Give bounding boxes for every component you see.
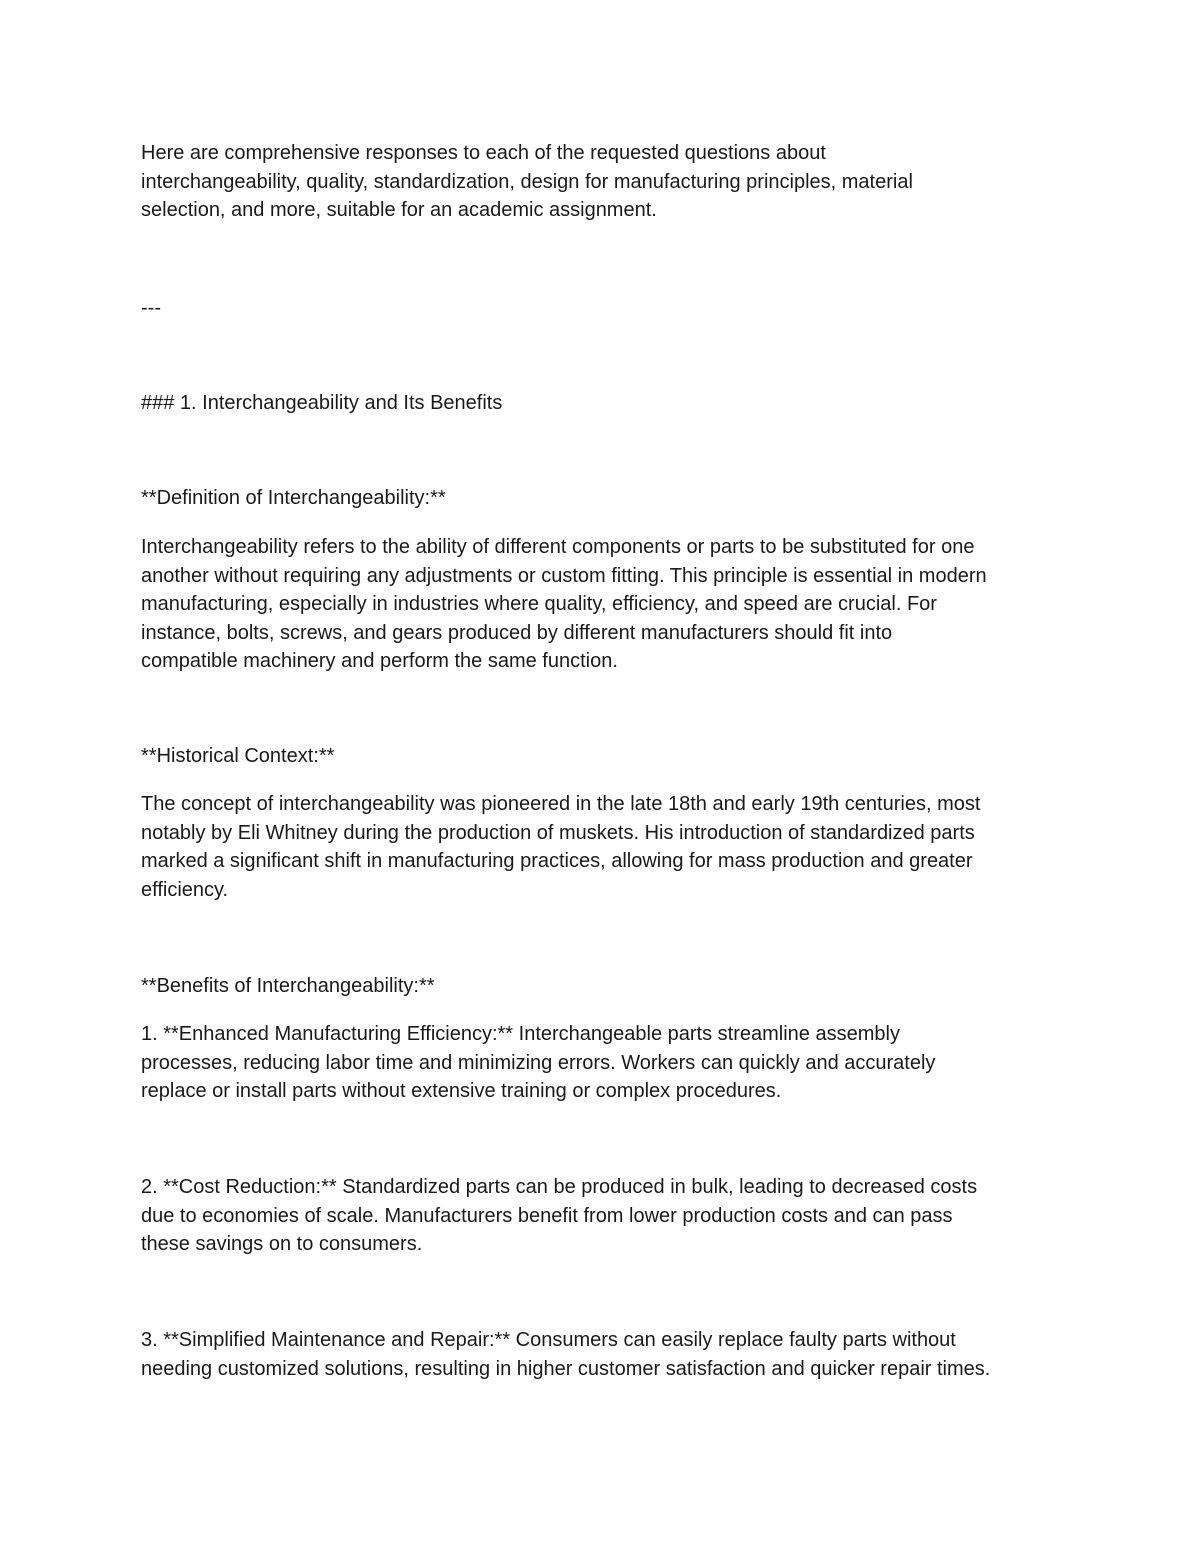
text-line: compatible machinery and perform the same function. [141, 650, 618, 672]
text-line: marked a significant shift in manufacturing practices, allowing for mass production and greater [141, 850, 973, 872]
historical-heading [141, 742, 1081, 771]
definition-paragraph [141, 533, 1081, 676]
benefit-item-3 [141, 1326, 1081, 1383]
text-line: needing customized solutions, resulting in higher customer satisfaction and quicker repair times. [141, 1357, 991, 1380]
section-heading-text: ### 1. Interchangeability and Its Benefits [141, 392, 503, 414]
section-heading [141, 389, 1081, 418]
text-line: another without requiring any adjustments or custom fitting. This principle is essential in modern [141, 564, 987, 587]
text-line: replace or install parts without extensive training or complex procedures. [141, 1080, 782, 1102]
text-line: manufacturing, especially in industries where quality, efficiency, and speed are crucial. For [141, 593, 937, 615]
text-line: The concept of interchangeability was pioneered in the late 18th and early 19th centuries, most [141, 793, 981, 815]
text-line: efficiency. [141, 878, 229, 901]
benefit-item-1 [141, 1020, 1081, 1106]
text-line: these savings on to consumers. [141, 1233, 423, 1255]
separator-text: --- [141, 297, 161, 319]
text-line: Here are comprehensive responses to each of the requested questions about [141, 142, 826, 164]
text-line: 3. **Simplified Maintenance and Repair:** Consumers can easily replace faulty parts without [141, 1329, 956, 1351]
definition-heading [141, 484, 1081, 513]
intro-paragraph [141, 139, 1081, 225]
text-line: due to economies of scale. Manufacturers benefit from lower production costs and can pass [141, 1204, 953, 1227]
separator-line [141, 294, 1081, 323]
text-line: instance, bolts, screws, and gears produced by different manufacturers should fit into [141, 621, 893, 644]
text-line: notably by Eli Whitney during the production of muskets. His introduction of standardized parts [141, 821, 975, 844]
benefits-heading [141, 972, 1081, 1001]
text-line: interchangeability, quality, standardization, design for manufacturing principles, material [141, 170, 913, 193]
definition-heading-text: **Definition of Interchangeability:** [141, 487, 446, 509]
benefits-heading-text: **Benefits of Interchangeability:** [141, 975, 435, 997]
historical-paragraph [141, 790, 1081, 904]
text-line: processes, reducing labor time and minimizing errors. Workers can quickly and accurately [141, 1051, 936, 1074]
text-line: 1. **Enhanced Manufacturing Efficiency:** Interchangeable parts streamline assembly [141, 1023, 900, 1045]
benefit-item-2 [141, 1173, 1081, 1259]
text-line: Interchangeability refers to the ability of different components or parts to be substituted for one [141, 536, 975, 558]
historical-heading-text: **Historical Context:** [141, 745, 335, 767]
text-line: selection, and more, suitable for an academic assignment. [141, 199, 657, 221]
text-line: 2. **Cost Reduction:** Standardized parts can be produced in bulk, leading to decreased costs [141, 1176, 978, 1198]
